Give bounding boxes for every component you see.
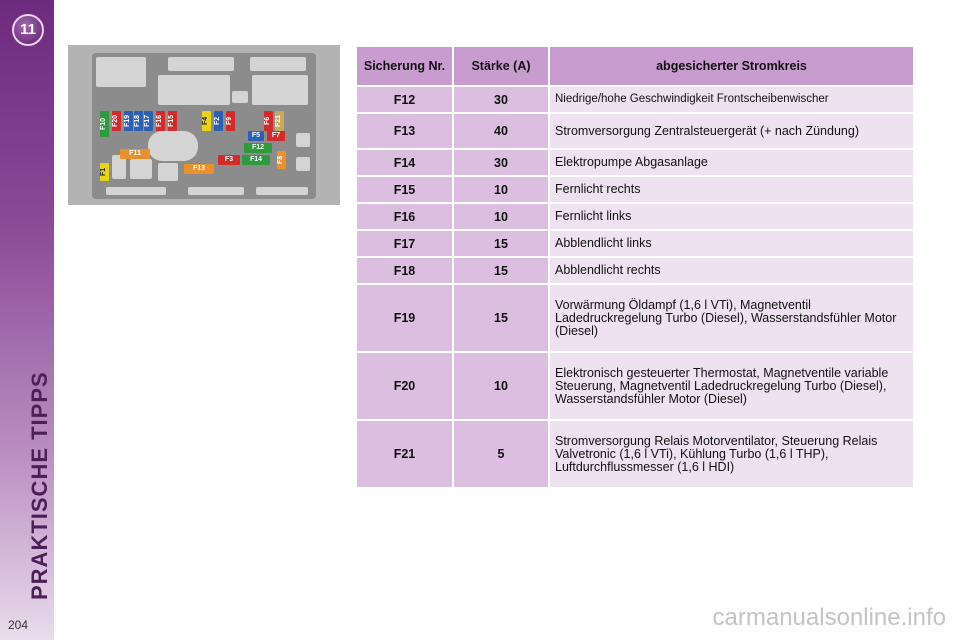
relay-block bbox=[158, 163, 178, 181]
fuse-rating: 5 bbox=[453, 420, 549, 488]
fuse-circuit: Fernlicht rechts bbox=[549, 176, 914, 203]
fuse-number: F13 bbox=[356, 113, 453, 149]
fuse-f19: F19 bbox=[124, 111, 133, 131]
table-row bbox=[356, 284, 914, 352]
table-row bbox=[356, 420, 914, 488]
fuse-circuit: Vorwärmung Öldampf (1,6 l VTi), Magnetventil Ladedruckregelung Turbo (Diesel), Wasserstandsfühler Motor (Diesel) bbox=[549, 284, 914, 352]
table-row bbox=[356, 113, 914, 149]
fuse-f14: F14 bbox=[242, 155, 270, 165]
fuse-f11: F11 bbox=[120, 149, 150, 159]
fuse-rating: 10 bbox=[453, 352, 549, 420]
fuse-rating: 40 bbox=[453, 113, 549, 149]
relay-block bbox=[148, 131, 198, 161]
relay-block bbox=[188, 187, 244, 195]
table-row bbox=[356, 352, 914, 420]
fuse-f17: F17 bbox=[144, 111, 153, 131]
fuse-rating: 15 bbox=[453, 284, 549, 352]
table-row bbox=[356, 149, 914, 176]
fuse-table bbox=[355, 45, 915, 489]
fuse-number: F20 bbox=[356, 352, 453, 420]
table-row bbox=[356, 176, 914, 203]
fuse-number: F18 bbox=[356, 257, 453, 284]
fuse-circuit: Abblendlicht links bbox=[549, 230, 914, 257]
fuse-rating: 15 bbox=[453, 230, 549, 257]
fuse-f21: F21 bbox=[275, 111, 284, 131]
fuse-f2: F2 bbox=[214, 111, 223, 131]
fuse-f16: F16 bbox=[156, 111, 165, 131]
fuse-number: F19 bbox=[356, 284, 453, 352]
chapter-sidebar bbox=[0, 0, 54, 640]
fuse-circuit: Elektropumpe Abgasanlage bbox=[549, 149, 914, 176]
fuse-f3: F3 bbox=[218, 155, 240, 165]
fuse-rating: 30 bbox=[453, 86, 549, 113]
relay-block bbox=[296, 157, 310, 171]
fuse-f18: F18 bbox=[134, 111, 143, 131]
relay-block bbox=[250, 57, 306, 71]
fuse-number: F21 bbox=[356, 420, 453, 488]
fuse-rating: 10 bbox=[453, 176, 549, 203]
header-fuse-number: Sicherung Nr. bbox=[356, 46, 453, 86]
fuse-f9: F9 bbox=[226, 111, 235, 131]
relay-block bbox=[158, 75, 230, 105]
table-header-row bbox=[356, 46, 914, 86]
table-row bbox=[356, 86, 914, 113]
header-circuit: abgesicherter Stromkreis bbox=[549, 46, 914, 86]
relay-block bbox=[232, 91, 248, 103]
fuse-circuit: Elektronisch gesteuerter Thermostat, Magnetventile variable Steuerung, Magnetventil Ladedruckregelung Turbo (Diesel), Wasserstandsfühler Motor (Diesel) bbox=[549, 352, 914, 420]
fuse-circuit: Niedrige/hohe Geschwindigkeit Frontscheibenwischer bbox=[549, 86, 914, 113]
fuse-circuit: Abblendlicht rechts bbox=[549, 257, 914, 284]
fuse-number: F15 bbox=[356, 176, 453, 203]
fuse-f5: F5 bbox=[248, 131, 264, 141]
fuse-f15: F15 bbox=[168, 111, 177, 131]
fuse-f4: F4 bbox=[202, 111, 211, 131]
chapter-number-badge: 11 bbox=[12, 14, 44, 46]
fuse-f7: F7 bbox=[267, 131, 285, 141]
fuse-f8: F8 bbox=[277, 151, 286, 169]
fuse-number: F16 bbox=[356, 203, 453, 230]
table-row bbox=[356, 257, 914, 284]
relay-block bbox=[296, 133, 310, 147]
relay-block bbox=[106, 187, 166, 195]
fusebox-diagram bbox=[68, 45, 340, 205]
fuse-f13: F13 bbox=[184, 164, 214, 174]
fuse-circuit: Fernlicht links bbox=[549, 203, 914, 230]
relay-block bbox=[252, 75, 308, 105]
fuse-rating: 10 bbox=[453, 203, 549, 230]
header-rating: Stärke (A) bbox=[453, 46, 549, 86]
fuse-rating: 15 bbox=[453, 257, 549, 284]
table-row bbox=[356, 203, 914, 230]
fuse-f1: F1 bbox=[100, 163, 109, 181]
relay-block bbox=[256, 187, 308, 195]
fuse-f10: F10 bbox=[100, 111, 109, 137]
fuse-f6: F6 bbox=[264, 111, 273, 131]
watermark: carmanualsonline.info bbox=[712, 604, 946, 631]
relay-block bbox=[130, 159, 152, 179]
fuse-number: F12 bbox=[356, 86, 453, 113]
fuse-rating: 30 bbox=[453, 149, 549, 176]
fuse-f12: F12 bbox=[244, 143, 272, 153]
fuse-f20: F20 bbox=[112, 111, 121, 131]
chapter-title: PRAKTISCHE TIPPS bbox=[27, 371, 52, 600]
table-row bbox=[356, 230, 914, 257]
fuse-number: F17 bbox=[356, 230, 453, 257]
fuse-number: F14 bbox=[356, 149, 453, 176]
fuse-circuit: Stromversorgung Relais Motorventilator, Steuerung Relais Valvetronic (1,6 l VTi), Kühlung Turbo (1,6 l THP), Luftdurchflussmesser (1,6 l HDI) bbox=[549, 420, 914, 488]
page-number: 204 bbox=[8, 618, 29, 632]
relay-block bbox=[168, 57, 234, 71]
relay-block bbox=[96, 57, 146, 87]
fuse-circuit: Stromversorgung Zentralsteuergerät (+ nach Zündung) bbox=[549, 113, 914, 149]
